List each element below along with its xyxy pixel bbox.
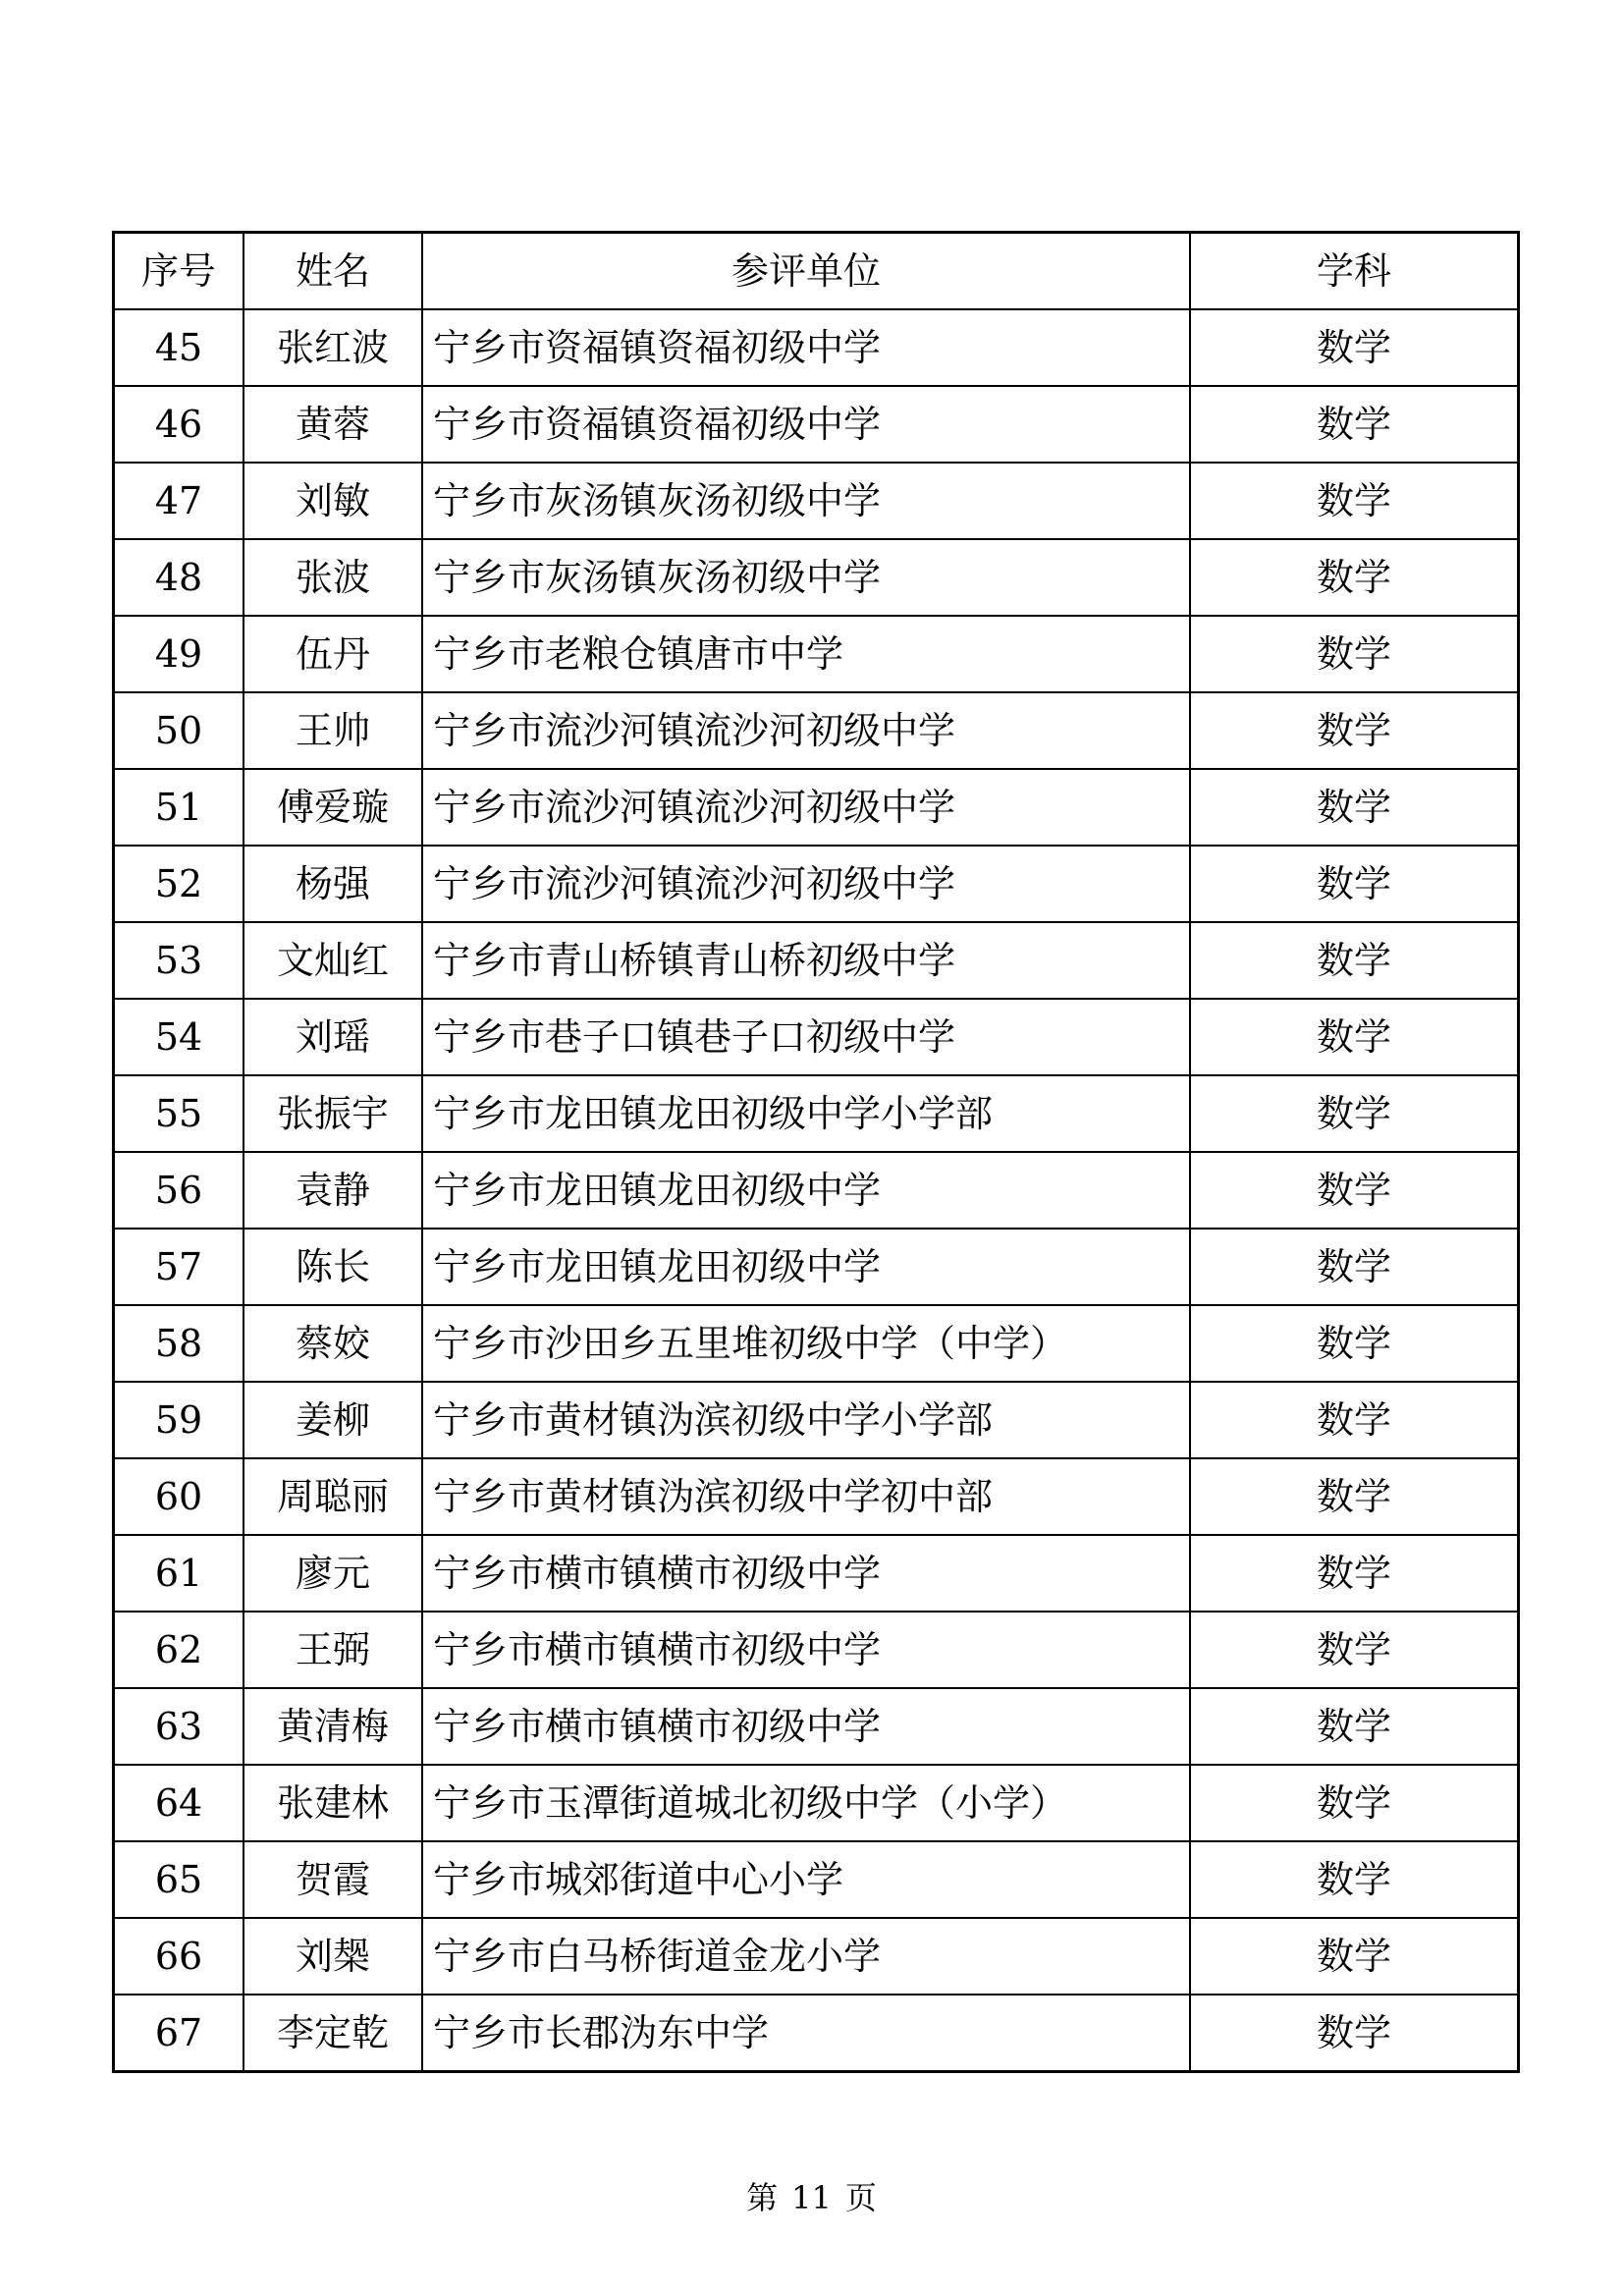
cell-subject: 数学 (1190, 1765, 1519, 1841)
header-unit: 参评单位 (422, 233, 1190, 310)
header-no: 序号 (114, 233, 244, 310)
cell-unit: 宁乡市灰汤镇灰汤初级中学 (422, 463, 1190, 539)
cell-subject: 数学 (1190, 769, 1519, 846)
cell-subject: 数学 (1190, 1535, 1519, 1612)
cell-subject: 数学 (1190, 692, 1519, 769)
cell-name: 文灿红 (243, 922, 422, 999)
table-row (114, 463, 1519, 539)
cell-unit: 宁乡市城郊街道中心小学 (422, 1841, 1190, 1918)
cell-subject: 数学 (1190, 922, 1519, 999)
cell-name: 黄清梅 (243, 1688, 422, 1765)
cell-subject: 数学 (1190, 999, 1519, 1075)
table-row (114, 1229, 1519, 1305)
cell-unit: 宁乡市横市镇横市初级中学 (422, 1612, 1190, 1688)
header-name: 姓名 (243, 233, 422, 310)
cell-no: 64 (114, 1765, 244, 1841)
cell-unit: 宁乡市流沙河镇流沙河初级中学 (422, 692, 1190, 769)
cell-no: 62 (114, 1612, 244, 1688)
cell-unit: 宁乡市白马桥街道金龙小学 (422, 1918, 1190, 1995)
cell-name: 陈长 (243, 1229, 422, 1305)
cell-subject: 数学 (1190, 1612, 1519, 1688)
table-row (114, 1841, 1519, 1918)
header-subject: 学科 (1190, 233, 1519, 310)
cell-unit: 宁乡市龙田镇龙田初级中学小学部 (422, 1075, 1190, 1152)
cell-name: 王帅 (243, 692, 422, 769)
cell-subject: 数学 (1190, 1688, 1519, 1765)
cell-name: 张建林 (243, 1765, 422, 1841)
cell-unit: 宁乡市灰汤镇灰汤初级中学 (422, 539, 1190, 616)
table-row (114, 999, 1519, 1075)
cell-unit: 宁乡市巷子口镇巷子口初级中学 (422, 999, 1190, 1075)
table-row (114, 1995, 1519, 2072)
table-row (114, 1152, 1519, 1229)
cell-subject: 数学 (1190, 463, 1519, 539)
cell-subject: 数学 (1190, 1305, 1519, 1382)
cell-no: 60 (114, 1458, 244, 1535)
cell-no: 52 (114, 846, 244, 922)
cell-no: 63 (114, 1688, 244, 1765)
cell-unit: 宁乡市流沙河镇流沙河初级中学 (422, 846, 1190, 922)
cell-subject: 数学 (1190, 386, 1519, 463)
cell-subject: 数学 (1190, 309, 1519, 386)
cell-unit: 宁乡市资福镇资福初级中学 (422, 386, 1190, 463)
cell-subject: 数学 (1190, 1152, 1519, 1229)
cell-name: 刘椝 (243, 1918, 422, 1995)
table-row (114, 922, 1519, 999)
table-row (114, 1688, 1519, 1765)
cell-unit: 宁乡市横市镇横市初级中学 (422, 1535, 1190, 1612)
cell-name: 李定乾 (243, 1995, 422, 2072)
cell-no: 51 (114, 769, 244, 846)
cell-no: 56 (114, 1152, 244, 1229)
cell-no: 49 (114, 616, 244, 692)
cell-name: 周聪丽 (243, 1458, 422, 1535)
cell-name: 张红波 (243, 309, 422, 386)
table-body (114, 309, 1519, 2072)
cell-name: 姜柳 (243, 1382, 422, 1458)
cell-unit: 宁乡市青山桥镇青山桥初级中学 (422, 922, 1190, 999)
cell-no: 58 (114, 1305, 244, 1382)
table-row (114, 539, 1519, 616)
cell-subject: 数学 (1190, 1458, 1519, 1535)
cell-name: 张波 (243, 539, 422, 616)
footer-suffix: 页 (844, 2179, 877, 2216)
table-row (114, 1382, 1519, 1458)
table-row (114, 846, 1519, 922)
cell-unit: 宁乡市老粮仓镇唐市中学 (422, 616, 1190, 692)
page-footer (0, 2173, 1623, 2218)
cell-subject: 数学 (1190, 1229, 1519, 1305)
cell-no: 47 (114, 463, 244, 539)
table-row (114, 616, 1519, 692)
cell-subject: 数学 (1190, 1841, 1519, 1918)
table-row (114, 309, 1519, 386)
table-row (114, 1075, 1519, 1152)
cell-no: 45 (114, 309, 244, 386)
cell-subject: 数学 (1190, 1918, 1519, 1995)
cell-subject: 数学 (1190, 616, 1519, 692)
cell-no: 53 (114, 922, 244, 999)
cell-unit: 宁乡市流沙河镇流沙河初级中学 (422, 769, 1190, 846)
cell-unit: 宁乡市黄材镇沩滨初级中学初中部 (422, 1458, 1190, 1535)
table-row (114, 1305, 1519, 1382)
cell-name: 张振宇 (243, 1075, 422, 1152)
cell-no: 67 (114, 1995, 244, 2072)
table-row (114, 1918, 1519, 1995)
cell-no: 65 (114, 1841, 244, 1918)
cell-name: 傅爱璇 (243, 769, 422, 846)
cell-name: 杨强 (243, 846, 422, 922)
cell-no: 50 (114, 692, 244, 769)
table-row (114, 769, 1519, 846)
table-row (114, 1535, 1519, 1612)
cell-no: 59 (114, 1382, 244, 1458)
award-list-table (112, 231, 1520, 2073)
cell-no: 48 (114, 539, 244, 616)
cell-no: 46 (114, 386, 244, 463)
cell-name: 廖元 (243, 1535, 422, 1612)
cell-no: 54 (114, 999, 244, 1075)
cell-subject: 数学 (1190, 846, 1519, 922)
cell-subject: 数学 (1190, 1382, 1519, 1458)
table-row (114, 386, 1519, 463)
table-row (114, 692, 1519, 769)
cell-unit: 宁乡市资福镇资福初级中学 (422, 309, 1190, 386)
table-row (114, 1458, 1519, 1535)
table-row (114, 1765, 1519, 1841)
cell-name: 刘敏 (243, 463, 422, 539)
cell-unit: 宁乡市龙田镇龙田初级中学 (422, 1229, 1190, 1305)
footer-prefix: 第 (746, 2179, 779, 2216)
footer-page-number: 11 (791, 2179, 832, 2216)
cell-no: 66 (114, 1918, 244, 1995)
cell-unit: 宁乡市长郡沩东中学 (422, 1995, 1190, 2072)
cell-subject: 数学 (1190, 1995, 1519, 2072)
cell-subject: 数学 (1190, 1075, 1519, 1152)
cell-unit: 宁乡市龙田镇龙田初级中学 (422, 1152, 1190, 1229)
cell-subject: 数学 (1190, 539, 1519, 616)
cell-no: 61 (114, 1535, 244, 1612)
cell-unit: 宁乡市横市镇横市初级中学 (422, 1688, 1190, 1765)
cell-name: 刘瑶 (243, 999, 422, 1075)
cell-name: 伍丹 (243, 616, 422, 692)
cell-unit: 宁乡市玉潭街道城北初级中学（小学） (422, 1765, 1190, 1841)
cell-name: 黄蓉 (243, 386, 422, 463)
cell-no: 57 (114, 1229, 244, 1305)
table-row (114, 1612, 1519, 1688)
cell-name: 王弼 (243, 1612, 422, 1688)
cell-name: 蔡姣 (243, 1305, 422, 1382)
cell-unit: 宁乡市黄材镇沩滨初级中学小学部 (422, 1382, 1190, 1458)
cell-no: 55 (114, 1075, 244, 1152)
cell-unit: 宁乡市沙田乡五里堆初级中学（中学） (422, 1305, 1190, 1382)
table-header-row (114, 233, 1519, 310)
cell-name: 袁静 (243, 1152, 422, 1229)
cell-name: 贺霞 (243, 1841, 422, 1918)
